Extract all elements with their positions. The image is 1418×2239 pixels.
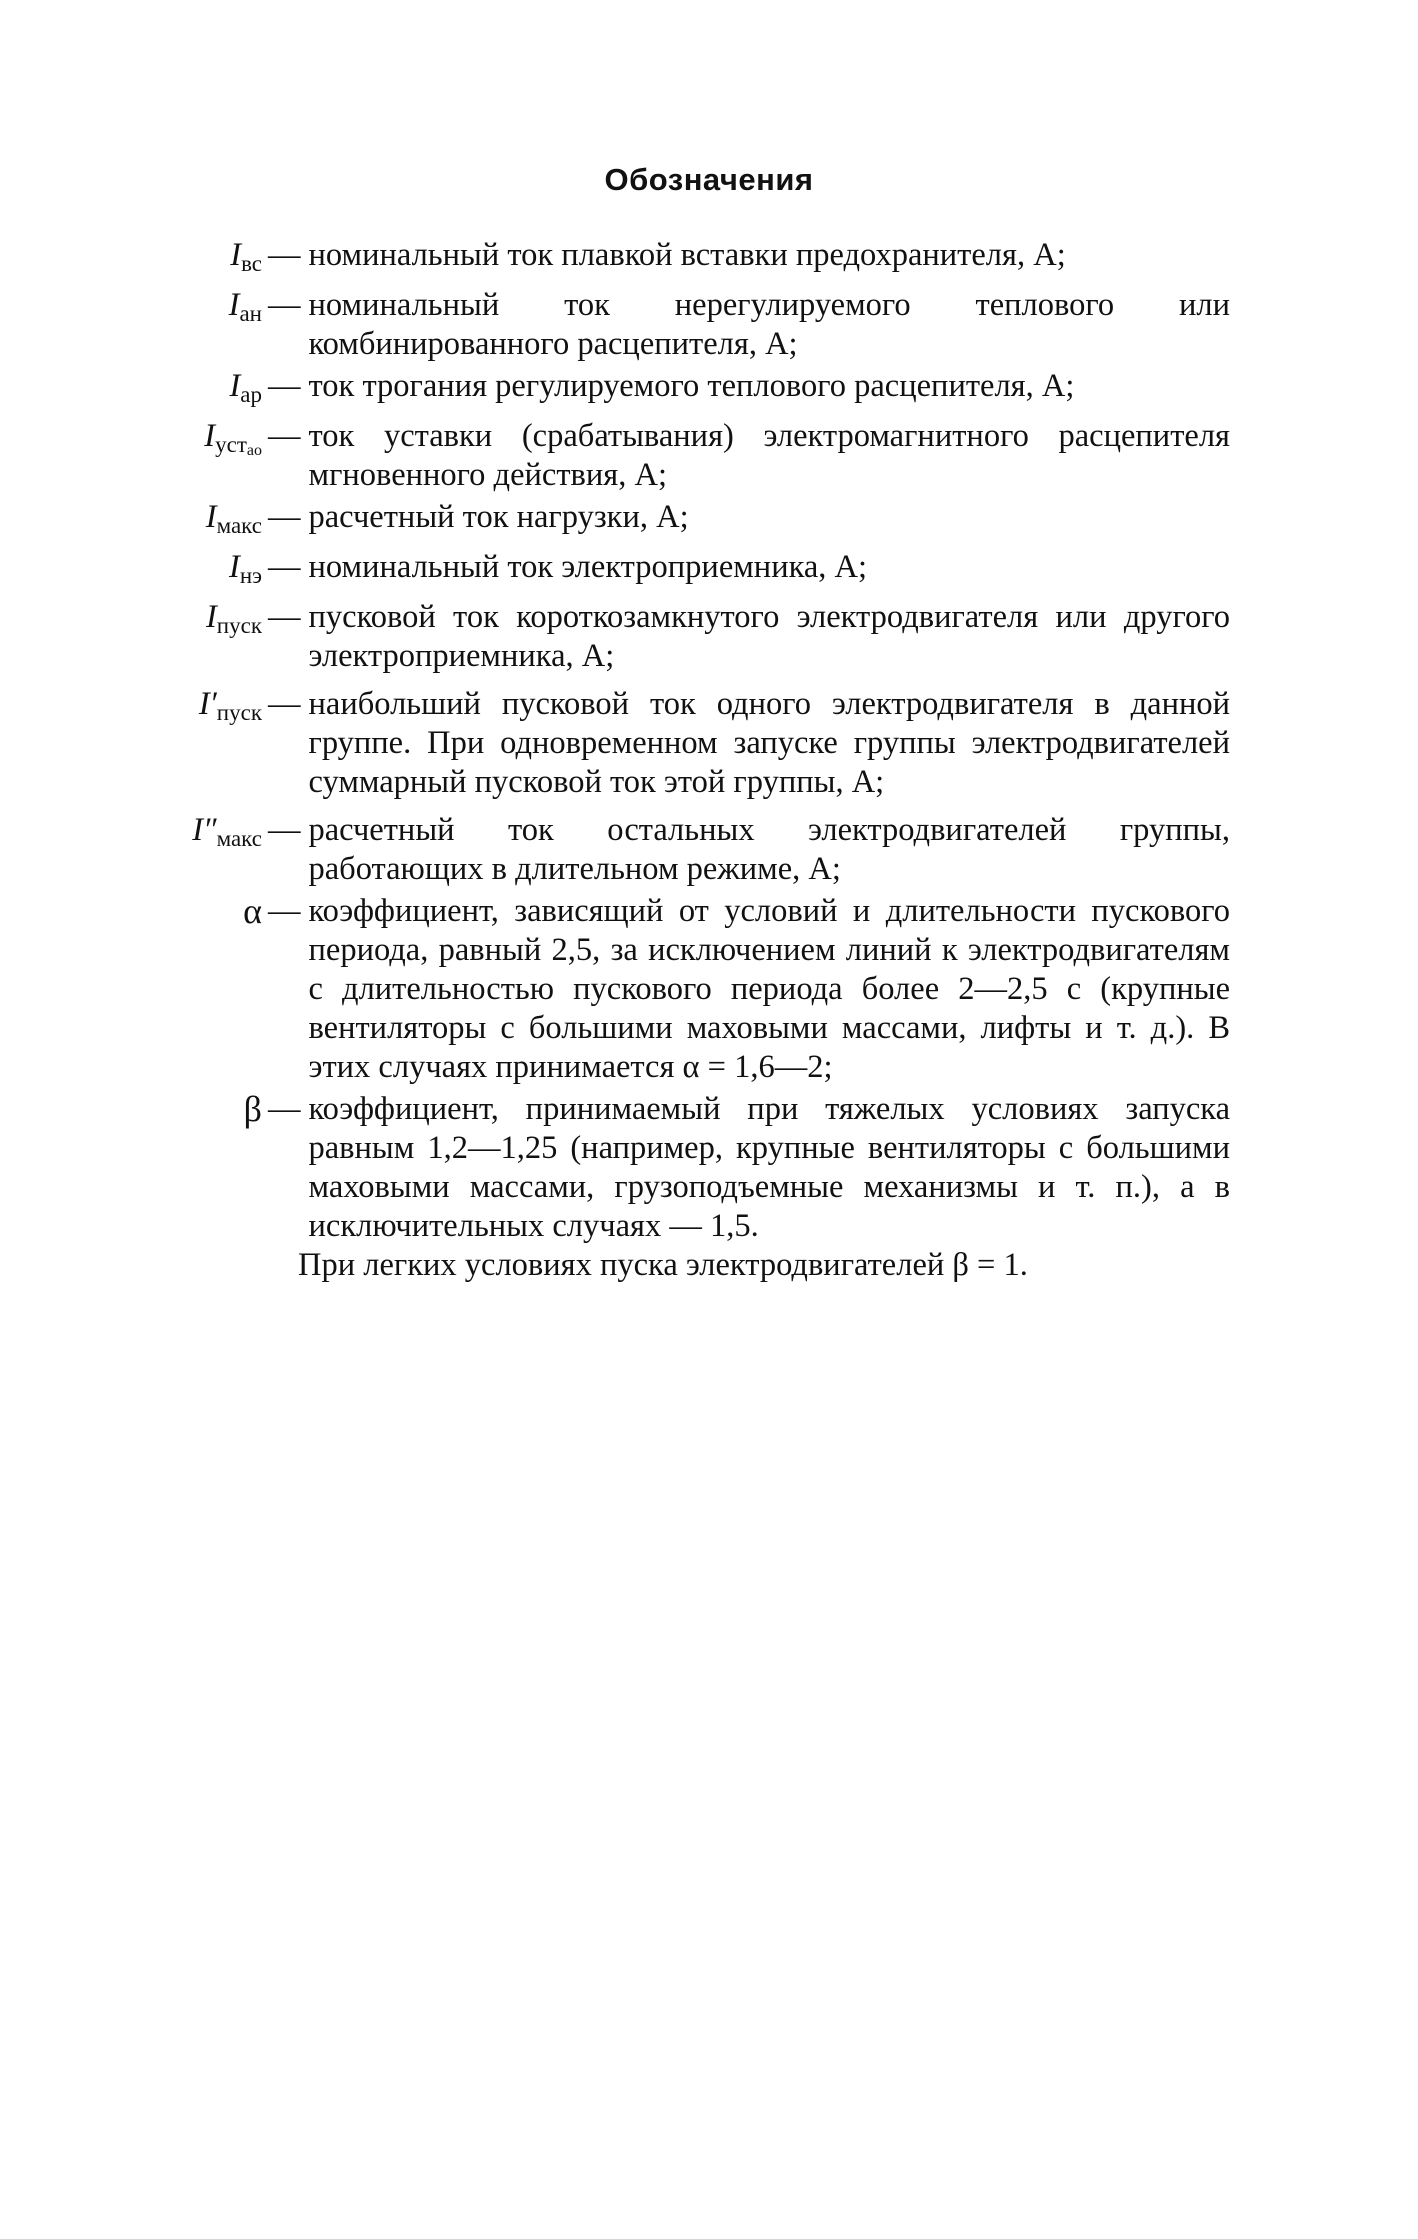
page-title: Обозначения [604,162,814,197]
definition-item [100,598,1230,676]
definition-dash: — [268,599,301,635]
definition-text: расчетный ток нагрузки, А; [308,499,689,535]
definition-dash: — [268,686,301,722]
definition-item [100,498,1230,545]
definition-symbol: $I'_{пуск}$ [198,686,262,725]
definition-symbol: $I_{ан}$ [228,287,262,326]
definition-dash: — [268,549,301,585]
definition-symbol: $I''_{макс}$ [192,812,262,851]
definition-text: номинальный ток плавкой вставки предохранителя, А; [308,237,1066,273]
definition-text: наибольший пусковой ток одного электродвигателя в данной группе. При одновременном запуске группы электродвигателей суммарный пусковой ток этой группы, А; [308,686,1230,800]
definition-dash: — [268,237,301,273]
definition-symbol: $I_{пуск}$ [205,599,262,638]
definition-item [100,685,1230,802]
definition-text: номинальный ток нерегулируемого теплового или комбинированного расцепителя, А; [308,287,1230,362]
closing-note: При легких условиях пуска электродвигателей β = 1. [298,1247,1028,1283]
definition-symbol: β [243,1089,262,1129]
definition-symbol: $I_{ар}$ [229,368,262,407]
definition-item [100,236,1230,283]
definition-text: ток уставки (срабатывания) электромагнитного расцепителя мгновенного действия, А; [308,418,1230,493]
definition-item [100,367,1230,414]
definition-text: коэффициент, принимаемый при тяжелых условиях запуска равным 1,2—1,25 (например, крупные вентиляторы с большими маховыми массами, грузоподъемные механизмы и т. п.), а в исключительных случаях — 1,5. [308,1091,1230,1244]
definition-symbol: $I_{макс}$ [205,499,262,538]
definition-item [100,417,1230,495]
definition-dash: — [268,893,301,929]
definition-dash: — [268,368,301,404]
definition-item [100,811,1230,889]
definition-symbol: $I_{устао}$ [204,418,262,459]
definition-text: ток трогания регулируемого теплового расцепителя, А; [308,368,1075,404]
definition-dash: — [268,287,301,323]
definition-text: номинальный ток электроприемника, А; [308,549,868,585]
definition-symbol: $I_{вс}$ [230,237,262,276]
definition-text: пусковой ток короткозамкнутого электродвигателя или другого электроприемника, А; [308,599,1230,674]
definition-item [100,286,1230,364]
definition-dash: — [268,418,301,454]
definitions-list [100,236,1230,1285]
definition-symbol: α [243,891,262,931]
definition-dash: — [268,499,301,535]
definition-symbol: $I_{нэ}$ [228,549,262,588]
definition-text: коэффициент, зависящий от условий и длительности пускового периода, равный 2,5, за исключением линий к электродвигателям с длительностью пускового периода более 2—2,5 с (крупные вентиляторы с большими маховыми массами, лифты и т. д.). В этих случаях принимается α = 1,6—2; [308,893,1230,1085]
definition-item [100,548,1230,595]
definition-dash: — [268,1091,301,1127]
definition-dash: — [268,812,301,848]
definition-item [100,1090,1230,1246]
definition-text: расчетный ток остальных электродвигателей группы, работающих в длительном режиме, А; [308,812,1230,887]
definition-item [100,892,1230,1087]
